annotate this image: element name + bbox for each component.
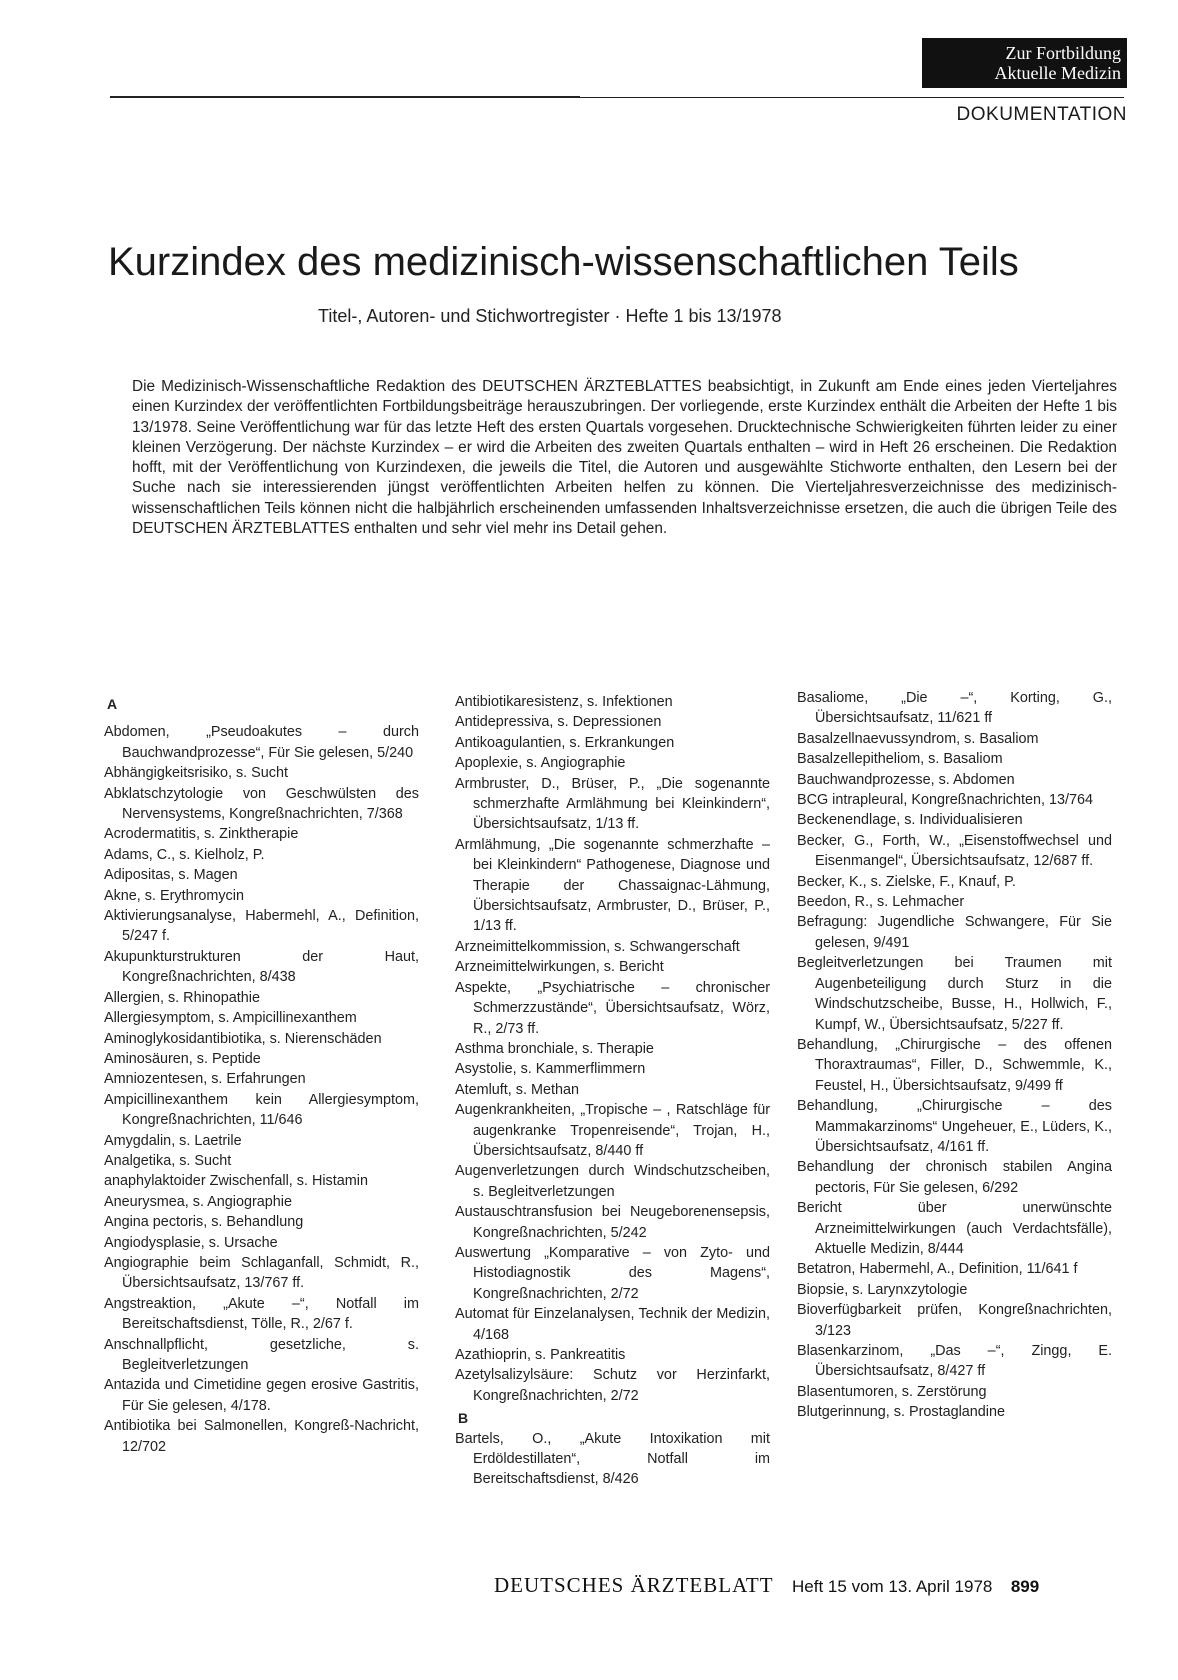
index-list-3 [797, 688, 1112, 1423]
index-entry: Adams, C., s. Kielholz, P. [104, 846, 265, 863]
header-rule [110, 97, 1124, 98]
index-entry: Bericht über unerwünschte Arzneimittelwirkungen (auch Verdachtsfälle), Aktuelle Medizin, 8/444 [797, 1200, 1112, 1257]
index-entry: Angstreaktion, „Akute –“, Notfall im Bereitschaftsdienst, Tölle, R., 2/67 f. [104, 1295, 419, 1333]
index-entry: Beedon, R., s. Lehmacher [797, 894, 965, 911]
index-entry: Aneurysmea, s. Angiographie [104, 1193, 292, 1210]
page-subtitle: Titel-, Autoren- und Stichwortregister · Hefte 1 bis 13/1978 [318, 306, 782, 326]
index-entry: Azathioprin, s. Pankreatitis [455, 1347, 626, 1363]
index-entry: Behandlung der chronisch stabilen Angina pectoris, Für Sie gelesen, 6/292 [797, 1159, 1112, 1196]
page-footer [494, 1573, 1039, 1598]
index-entry: Acrodermatitis, s. Zinktherapie [104, 826, 299, 843]
index-entry: Auswertung „Komparative – von Zyto- und Histodiagnostik des Magens“, Kongreßnachrichten, 2/72 [455, 1244, 770, 1302]
index-entry: Becker, K., s. Zielske, F., Knauf, P. [797, 873, 1016, 890]
index-entry: Behandlung, „Chirurgische – des Mammakarzinoms“ Ungeheuer, E., Lüders, K., Übersichtsaufsatz, 4/161 ff. [797, 1098, 1112, 1155]
index-entry: Abhängigkeitsrisiko, s. Sucht [104, 765, 288, 782]
index-entry: Apoplexie, s. Angiographie [455, 755, 626, 772]
index-entry: Bartels, O., „Akute Intoxikation mit Erdöldestillaten“, Notfall im Bereitschaftsdienst, 8/426 [455, 1430, 770, 1488]
index-entry: Betatron, Habermehl, A., Definition, 11/641 f [797, 1261, 1078, 1278]
index-entry: Antazida und Cimetidine gegen erosive Gastritis, Für Sie gelesen, 4/178. [104, 1377, 419, 1414]
index-column-2 [455, 692, 770, 1490]
index-entry: Armlähmung, „Die sogenannte schmerzhafte – bei Kleinkindern“ Pathogenese, Diagnose und Therapie der Chassaignac-Lähmung, Übersichtsaufsatz, Armbruster, D., Brüser, P., 1/13 ff. [455, 836, 770, 935]
index-entry: Augenkrankheiten, „Tropische – , Ratschläge für augenkranke Tropenreisende“, Trojan, H., Übersichtsaufsatz, 8/440 ff [455, 1102, 770, 1159]
index-entry: Aspekte, „Psychiatrische – chronischer Schmerzzustände“, Übersichtsaufsatz, Wörz, R., 2/73 ff. [455, 979, 770, 1037]
index-entry: Abdomen, „Pseudoakutes – durch Bauchwandprozesse“, Für Sie gelesen, 5/240 [104, 724, 419, 761]
index-list-2b [455, 1429, 770, 1490]
index-entry: Aminoglykosidantibiotika, s. Nierenschäden [104, 1030, 382, 1047]
index-entry: Azetylsalizylsäure: Schutz vor Herzinfarkt, Kongreßnachrichten, 2/72 [455, 1367, 770, 1404]
index-entry: Abklatschzytologie von Geschwülsten des Nervensystems, Kongreßnachrichten, 7/368 [104, 785, 419, 823]
index-entry: Anschnallpflicht, gesetzliche, s. Begleitverletzungen [104, 1336, 419, 1373]
journal-name: DEUTSCHES ÄRZTEBLATT [494, 1573, 774, 1597]
index-entry: Antibiotikaresistenz, s. Infektionen [455, 694, 673, 710]
index-entry: Basaliome, „Die –“, Korting, G., Übersichtsaufsatz, 11/621 ff [797, 690, 1112, 727]
index-entry: Antidepressiva, s. Depressionen [455, 714, 662, 731]
section-label: DOKUMENTATION [956, 104, 1127, 125]
index-entry: Armbruster, D., Brüser, P., „Die sogenannte schmerzhafte Armlähmung bei Kleinkindern“, Übersichtsaufsatz, 1/13 ff. [455, 775, 770, 833]
issue-info: Heft 15 vom 13. April 1978 [792, 1577, 993, 1596]
index-entry: Analgetika, s. Sucht [104, 1152, 232, 1169]
index-entry: Angiographie beim Schlaganfall, Schmidt, R., Übersichtsaufsatz, 13/767 ff. [104, 1254, 419, 1292]
index-entry: Ampicillinexanthem kein Allergiesymptom, Kongreßnachrichten, 11/646 [104, 1091, 419, 1129]
index-entry: Akne, s. Erythromycin [104, 887, 244, 904]
index-entry: Akupunkturstrukturen der Haut, Kongreßnachrichten, 8/438 [104, 948, 419, 986]
index-entry: Angiodysplasie, s. Ursache [104, 1234, 278, 1251]
index-entry: Angina pectoris, s. Behandlung [104, 1214, 304, 1231]
index-entry: Behandlung, „Chirurgische – des offenen Thoraxtraumas“, Filler, D., Schwemmle, K., Feustel, H., Übersichtsaufsatz, 9/499 ff [797, 1036, 1112, 1094]
index-entry: Arzneimittelkommission, s. Schwangerschaft [455, 938, 740, 955]
page-title: Kurzindex des medizinisch-wissenschaftlichen Teils [108, 240, 1019, 284]
index-entry: Aktivierungsanalyse, Habermehl, A., Definition, 5/247 f. [104, 908, 419, 945]
index-entry: Amniozentesen, s. Erfahrungen [104, 1071, 306, 1088]
index-entry: Basalzellepitheliom, s. Basaliom [797, 751, 1003, 768]
index-entry: Austauschtransfusion bei Neugeborenensepsis, Kongreßnachrichten, 5/242 [455, 1204, 770, 1241]
index-entry: Automat für Einzelanalysen, Technik der Medizin, 4/168 [455, 1306, 770, 1343]
index-entry: BCG intrapleural, Kongreßnachrichten, 13/764 [797, 792, 1093, 809]
index-entry: Asystolie, s. Kammerflimmern [455, 1061, 646, 1078]
index-list-1 [104, 722, 419, 1457]
index-letter-heading: A [107, 696, 118, 712]
index-entry: Antikoagulantien, s. Erkrankungen [455, 734, 675, 751]
index-entry: Aminosäuren, s. Peptide [104, 1050, 261, 1067]
index-entry: Antibiotika bei Salmonellen, Kongreß-Nachricht, 12/702 [104, 1418, 419, 1455]
index-entry: Asthma bronchiale, s. Therapie [455, 1040, 654, 1057]
index-entry: Amygdalin, s. Laetrile [104, 1132, 242, 1149]
badge-line-1: Zur Fortbildung [1005, 43, 1121, 63]
index-column-3 [797, 688, 1112, 1423]
index-list-2 [455, 692, 770, 1406]
index-entry: Befragung: Jugendliche Schwangere, Für Sie gelesen, 9/491 [797, 914, 1112, 951]
page-number: 899 [1010, 1577, 1040, 1596]
index-entry: Begleitverletzungen bei Traumen mit Augenbeteiligung durch Sturz in die Windschutzscheibe, Busse, H., Hollwich, F., Kumpf, W., Übersichtsaufsatz, 5/227 ff. [797, 955, 1112, 1033]
index-entry: Bauchwandprozesse, s. Abdomen [797, 771, 1015, 788]
index-entry: Allergiesymptom, s. Ampicillinexanthem [104, 1010, 357, 1027]
index-entry: anaphylaktoider Zwischenfall, s. Histamin [104, 1173, 368, 1190]
badge-line-2: Aktuelle Medizin [994, 63, 1121, 83]
index-entry: Augenverletzungen durch Windschutzscheiben, s. Begleitverletzungen [455, 1163, 770, 1200]
index-entry: Adipositas, s. Magen [104, 867, 238, 884]
index-letter-heading: B [458, 1410, 469, 1427]
index-entry: Arzneimittelwirkungen, s. Bericht [455, 959, 664, 976]
index-entry: Blasentumoren, s. Zerstörung [797, 1383, 987, 1400]
section-badge [922, 38, 1127, 88]
index-entry: Bioverfügbarkeit prüfen, Kongreßnachrichten, 3/123 [797, 1302, 1112, 1339]
index-entry: Blutgerinnung, s. Prostaglandine [797, 1404, 1006, 1421]
index-entry: Atemluft, s. Methan [455, 1081, 579, 1098]
index-entry: Allergien, s. Rhinopathie [104, 989, 260, 1006]
index-entry: Biopsie, s. Larynxzytologie [797, 1281, 968, 1298]
index-entry: Beckenendlage, s. Individualisieren [797, 812, 1023, 829]
index-entry: Blasenkarzinom, „Das –“, Zingg, E. Übersichtsaufsatz, 8/427 ff [797, 1343, 1112, 1380]
index-entry: Becker, G., Forth, W., „Eisenstoffwechsel und Eisenmangel“, Übersichtsaufsatz, 12/687 ff. [797, 832, 1112, 870]
index-column-1 [104, 692, 419, 1457]
index-entry: Basalzellnaevussyndrom, s. Basaliom [797, 730, 1039, 747]
intro-paragraph: Die Medizinisch-Wissenschaftliche Redaktion des DEUTSCHEN ÄRZTEBLATTES beabsichtigt, in Zukunft am Ende eines jeden Vierteljahres einen Kurzindex der veröffentlichten Fortbildungsbeiträge herauszubringen. Der vorliegende, erste Kurzindex enthält die Arbeiten der Hefte 1 bis 13/1978. Seine Veröffentlichung war für das letzte Heft des ersten Quartals vorgesehen. Drucktechnische Schwierigkeiten führten leider zu einer kleinen Verzögerung. Der nächste Kurzindex – er wird die Arbeiten des zweiten Quartals enthalten – wird in Heft 26 erscheinen. Die Redaktion hofft, mit der Veröffentlichung von Kurzindexen, die jeweils die Titel, die Autoren und ausgewählte Stichworte enthalten, den Lesern bei der Suche nach sie interessierenden jüngst veröffentlichten Arbeiten helfen zu können. Die Vierteljahresverzeichnisse des medizinisch-wissenschaftlichen Teils können nicht die halbjährlich erscheinenden umfassenden Inhaltsverzeichnisse ersetzen, die auch die übrigen Teile des DEUTSCHEN ÄRZTEBLATTES enthalten und sehr viel mehr ins Detail gehen. [132, 378, 1117, 538]
